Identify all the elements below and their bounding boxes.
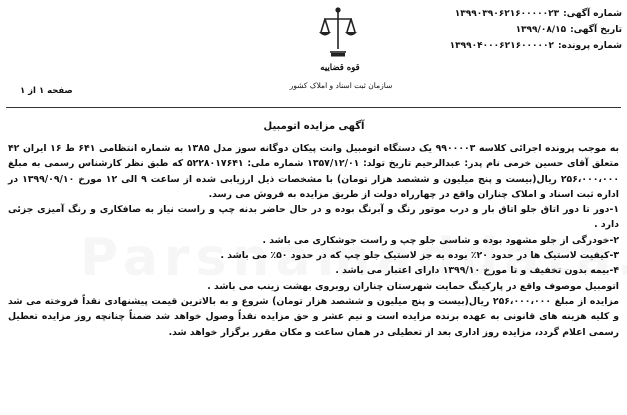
body-paragraph: ۴-بیمه بدون تخفیف و تا مورخ ۱۳۹۹/۱۰ دارای اعتبار می باشد . [335, 265, 619, 277]
ad-date: ۱۳۹۹/۰۸/۱۵ [515, 25, 567, 35]
header-divider [6, 107, 621, 108]
document-title: آگهی مزایده اتومبیل [263, 121, 365, 132]
document-body [8, 141, 619, 340]
case-number-label: شماره پرونده: [558, 41, 622, 51]
body-paragraph: ۱-دور تا دور اتاق جلو اتاق بار و درب موتور رنگ و آبرنگ بوده و در حال حاضر بدنه چپ و راست نیاز به صافکاری و رنگ آمیزی جزئی دارد . [8, 204, 619, 231]
ad-number-label: شماره آگهی: [563, 9, 622, 19]
ad-meta-block [392, 6, 622, 54]
ad-number-row [392, 6, 622, 22]
body-paragraph: ۲-خودرگی از جلو مشهود بوده و شاسی جلو چپ و راست جوشکاری می باشد . [262, 234, 619, 246]
judiciary-name: قوه قضاییه [320, 63, 360, 73]
scales-of-justice-emblem-icon [318, 5, 358, 59]
body-paragraph: مزایده از مبلغ ۲۵۶،۰۰۰،۰۰۰ ریال(بیست و پنج میلیون و ششصد هزار تومان) شروع و به بالاترین قیمت پیشنهادی نقداً فروخته می شد و کلیه هزینه های قانونی به عهده برنده مزایده است و نیم عشر و حق مزایده نقداً وصول خواهد شد ضمناً چنانچه روز مزایده تعطیل رسمی اعلام گردد، مزایده روز اداری بعد از تعطیلی در همان ساعت و مکان مقرر برگزار خواهد شد. [8, 295, 619, 338]
page-number: صفحه ۱ از ۱ [20, 86, 73, 96]
ad-date-row [392, 22, 622, 38]
body-paragraph: اتومبیل موصوف واقع در پارکینگ حمایت شهرستان چناران روبروی بهشت زینب می باشد . [207, 280, 619, 292]
case-number-row [392, 38, 622, 54]
body-paragraph: به موجب پرونده اجرائی کلاسه ۹۹۰۰۰۰۳ یک دستگاه اتومبیل وانت پیکان دوگانه سوز مدل ۱۳۸۵ به شماره انتظامی ۶۴۱ ط ۱۶ ایران ۴۲ متعلق آقای حسین خرمی نام پدر: عبدالرحیم تاریخ تولد: ۱۳۵۷/۱۲/۰۱ شماره ملی: ۵۲۲۸۰۱۷۶۴۱ که طبق نظر کارشناس رسمی به مبلغ ۲۵۶،۰۰۰،۰۰۰ ریال(بیست و پنج میلیون و ششصد هزار تومان) با مشخصات ذیل ارزیابی شده از ساعت ۹ الی ۱۲ مورخ ۱۳۹۹/۰۹/۱۰ در اداره ثبت اسناد و املاک چناران واقع در چهارراه دولت از طریق مزایده به فروش می رسد. [8, 143, 619, 200]
ad-number: ۱۳۹۹۰۳۹۰۶۲۱۶۰۰۰۰۰۲۳ [454, 9, 560, 19]
body-paragraph: ۳-کیفیت لاستیک ها در حدود ۲۰٪ بوده به جز لاستیک جلو چپ که در حدود ۵۰٪ می باشد . [220, 250, 619, 262]
registry-org-name: سازمان ثبت اسناد و املاک کشور [289, 81, 393, 90]
ad-date-label: تاریخ آگهی: [570, 25, 622, 35]
case-number: ۱۳۹۹۰۴۰۰۰۶۲۱۶۰۰۰۰۰۲ [449, 41, 555, 51]
